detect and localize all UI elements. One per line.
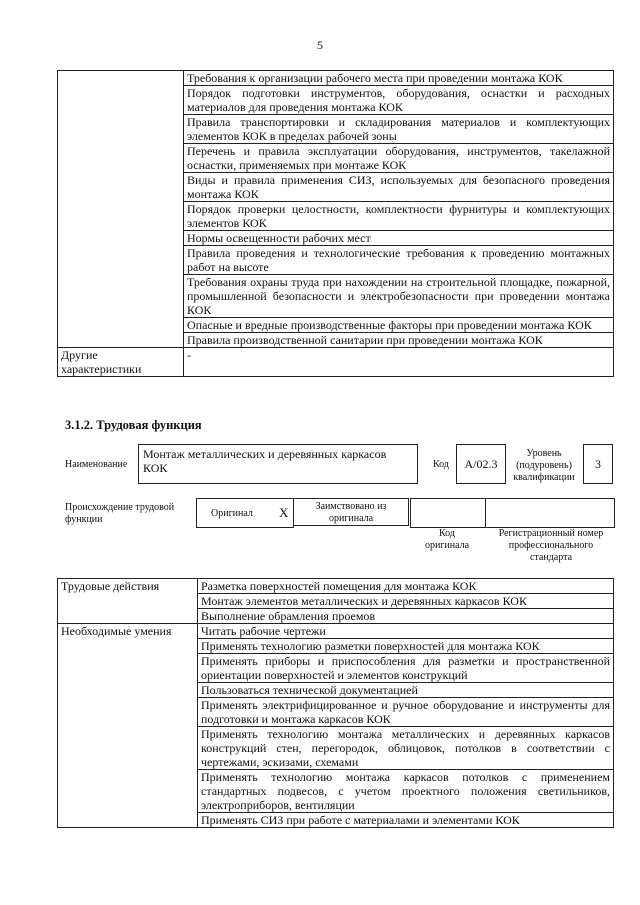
row-label — [58, 71, 184, 348]
name-value: Монтаж металлических и деревянных каркасов КОК — [138, 444, 418, 484]
row-text: Пользоваться технической документацией — [198, 683, 614, 698]
code-value: А/02.3 — [456, 444, 506, 484]
row-text: - — [184, 348, 614, 377]
table-row — [58, 579, 614, 594]
row-text: Порядок проверки целостности, комплектности фурнитуры и комплектующих элементов КОК — [184, 202, 614, 231]
row-text: Правила транспортировки и складирования материалов и комплектующих элементов КОК в пределах рабочей зоны — [184, 115, 614, 144]
row-label: Необходимые умения — [58, 624, 198, 828]
row-text: Читать рабочие чертежи — [198, 624, 614, 639]
row-text: Требования к организации рабочего места при проведении монтажа КОК — [184, 71, 614, 86]
row-text: Применять технологию монтажа каркасов потолков с применением стандартных подвесов, с учетом проектного положения светильников, электроприборов, вентиляции — [198, 770, 614, 813]
row-text: Перечень и правила эксплуатации оборудования, инструментов, такелажной оснастки, применяемых при монтаже КОК — [184, 144, 614, 173]
skills-table — [57, 578, 614, 828]
original-cell — [196, 498, 294, 528]
row-text: Нормы освещенности рабочих мест — [184, 231, 614, 246]
original-label: Оригинал — [211, 508, 253, 519]
row-text: Применять СИЗ при работе с материалами и элементами КОК — [198, 813, 614, 828]
name-label: Наименование — [65, 459, 128, 470]
row-text: Выполнение обрамления проемов — [198, 609, 614, 624]
level-value: 3 — [583, 444, 613, 484]
table-row — [58, 348, 614, 377]
level-label: Уровень (подуровень) квалификации — [513, 448, 575, 483]
knowledge-table — [57, 70, 614, 377]
borrowed-label: Заимствовано из оригинала — [293, 498, 409, 526]
reg-number-label: Регистрационный номер профессионального стандарта — [498, 528, 604, 563]
row-text: Требования охраны труда при нахождении на строительной площадке, пожарной, промышленной безопасности и электробезопасности при проведении монтажа КОК — [184, 275, 614, 318]
row-text: Опасные и вредные производственные факторы при проведении монтажа КОК — [184, 318, 614, 333]
row-text: Применять технологию монтажа металлических и деревянных каркасов конструкций стен, перегородок, облицовок, потолков в соответствии с чертежами, эскизами, схемами — [198, 727, 614, 770]
row-text: Монтаж элементов металлических и деревянных каркасов КОК — [198, 594, 614, 609]
code-original-label: Код оригинала — [424, 528, 470, 551]
row-text: Порядок подготовки инструментов, оборудования, оснастки и расходных материалов для проведения монтажа КОК — [184, 86, 614, 115]
row-text: Виды и правила применения СИЗ, используемых для безопасного проведения монтажа КОК — [184, 173, 614, 202]
page-number: 5 — [317, 38, 323, 52]
row-text: Правила проведения и технологические требования к проведению монтажных работ на высоте — [184, 246, 614, 275]
original-mark: X — [279, 505, 289, 520]
reg-number-cell — [485, 498, 615, 528]
row-text: Применять технологию разметки поверхностей для монтажа КОК — [198, 639, 614, 654]
row-text: Правила производственной санитарии при проведении монтажа КОК — [184, 333, 614, 348]
code-label: Код — [433, 459, 449, 470]
row-text: Разметка поверхностей помещения для монтажа КОК — [198, 579, 614, 594]
table-row — [58, 71, 614, 86]
code-original-cell — [410, 498, 486, 528]
row-label: Трудовые действия — [58, 579, 198, 624]
origin-label: Происхождение трудовой функции — [65, 502, 175, 525]
section-heading: 3.1.2. Трудовая функция — [65, 418, 202, 432]
row-text: Применять электрифицированное и ручное оборудование и инструменты для подготовки и монтажа каркасов КОК — [198, 698, 614, 727]
table-row — [58, 624, 614, 639]
row-label: Другие характеристики — [58, 348, 184, 377]
row-text: Применять приборы и приспособления для разметки и пространственной ориентации поверхностей и элементов конструкций — [198, 654, 614, 683]
